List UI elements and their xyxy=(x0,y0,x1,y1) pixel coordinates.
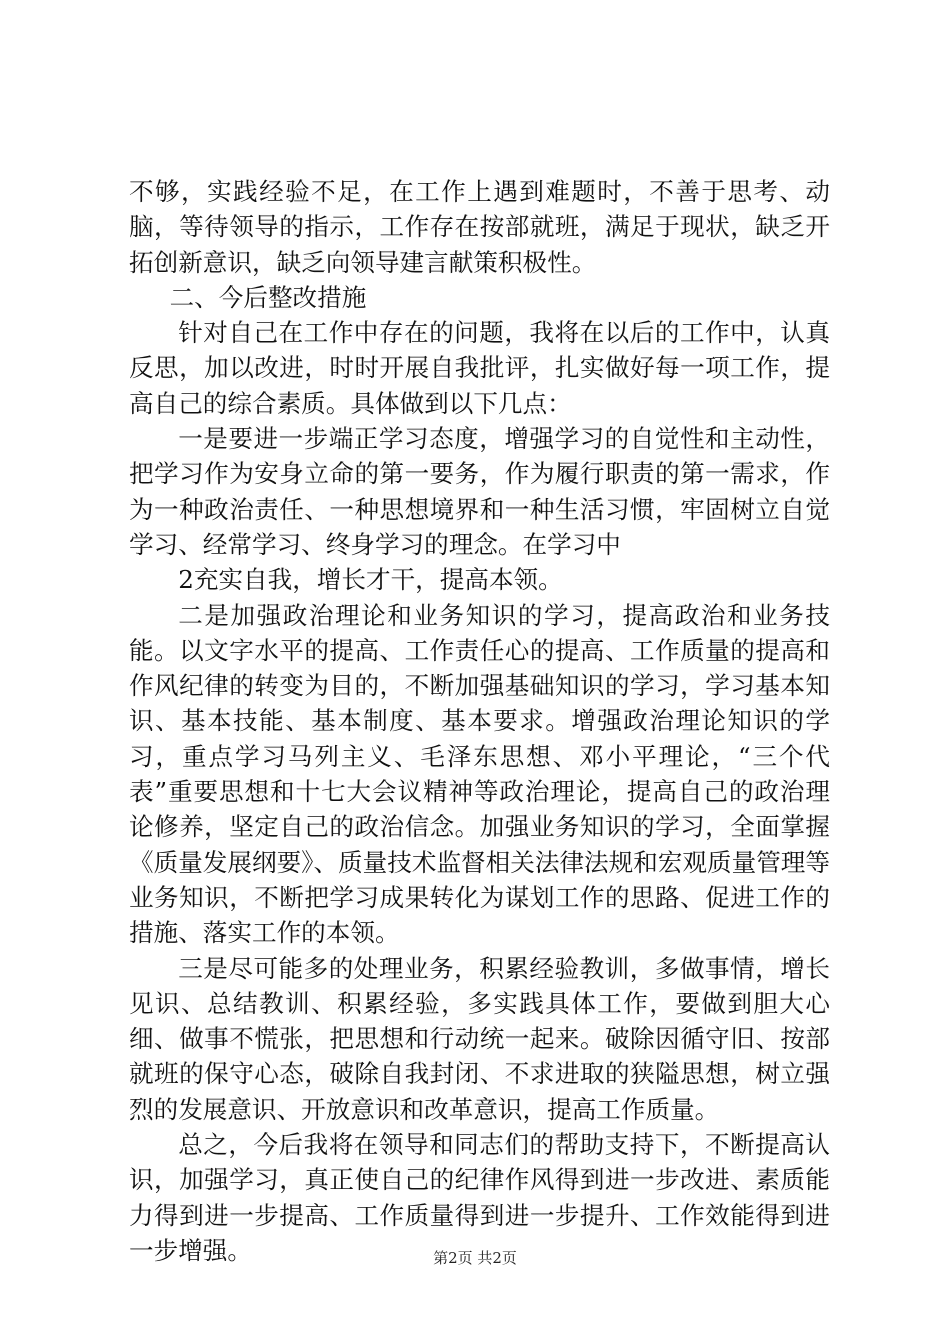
document-body xyxy=(129,174,830,1268)
page-number-label: 第2页 共2页 xyxy=(433,1249,517,1267)
paragraph-point-two: 二是加强政治理论和业务知识的学习，提高政治和业务技能。以文字水平的提高、工作责任心的提高、工作质量的提高和作风纪律的转变为目的，不断加强基础知识的学习，学习基本知识、基本技能、基本制度、基本要求。增强政治理论知识的学习，重点学习马列主义、毛泽东思想、邓小平理论，“三个代表”重要思想和十七大会议精神等政治理论，提高自己的政治理论修养，坚定自己的政治信念。加强业务知识的学习，全面掌握《质量发展纲要》、质量技术监督相关法律法规和宏观质量管理等业务知识，不断把学习成果转化为谋划工作的思路、促进工作的措施、落实工作的本领。 xyxy=(129,600,830,948)
paragraph-continuation: 不够，实践经验不足，在工作上遇到难题时，不善于思考、动脑，等待领导的指示，工作存在按部就班，满足于现状，缺乏开拓创新意识，缺乏向领导建言献策积极性。 xyxy=(129,177,830,277)
paragraph-point-one-continued: 2充实自我，增长才干，提高本领。 xyxy=(178,565,563,595)
paragraph-point-three: 三是尽可能多的处理业务，积累经验教训，多做事情，增长见识、总结教训、积累经验，多实践具体工作，要做到胆大心细、做事不慌张，把思想和行动统一起来。破除因循守旧、按部就班的保守心态，破除自我封闭、不求进取的狭隘思想，树立强烈的发展意识、开放意识和改革意识，提高工作质量。 xyxy=(129,953,830,1124)
paragraph-intro: 针对自己在工作中存在的问题，我将在以后的工作中，认真反思，加以改进，时时开展自我批评，扎实做好每一项工作，提高自己的综合素质。具体做到以下几点： xyxy=(129,318,830,418)
page-footer xyxy=(0,1248,950,1268)
paragraph-conclusion: 总之，今后我将在领导和同志们的帮助支持下，不断提高认识，加强学习，真正使自己的纪律作风得到进一步改进、素质能力得到进一步提高、工作质量得到进一步提升、工作效能得到进一步增强。 xyxy=(129,1130,830,1265)
section-heading: 二、今后整改措施 xyxy=(169,282,367,312)
paragraph-point-one: 一是要进一步端正学习态度，增强学习的自觉性和主动性，把学习作为安身立命的第一要务，作为履行职责的第一需求，作为一种政治责任、一种思想境界和一种生活习惯，牢固树立自觉学习、经常学习、终身学习的理念。在学习中 xyxy=(129,424,830,559)
